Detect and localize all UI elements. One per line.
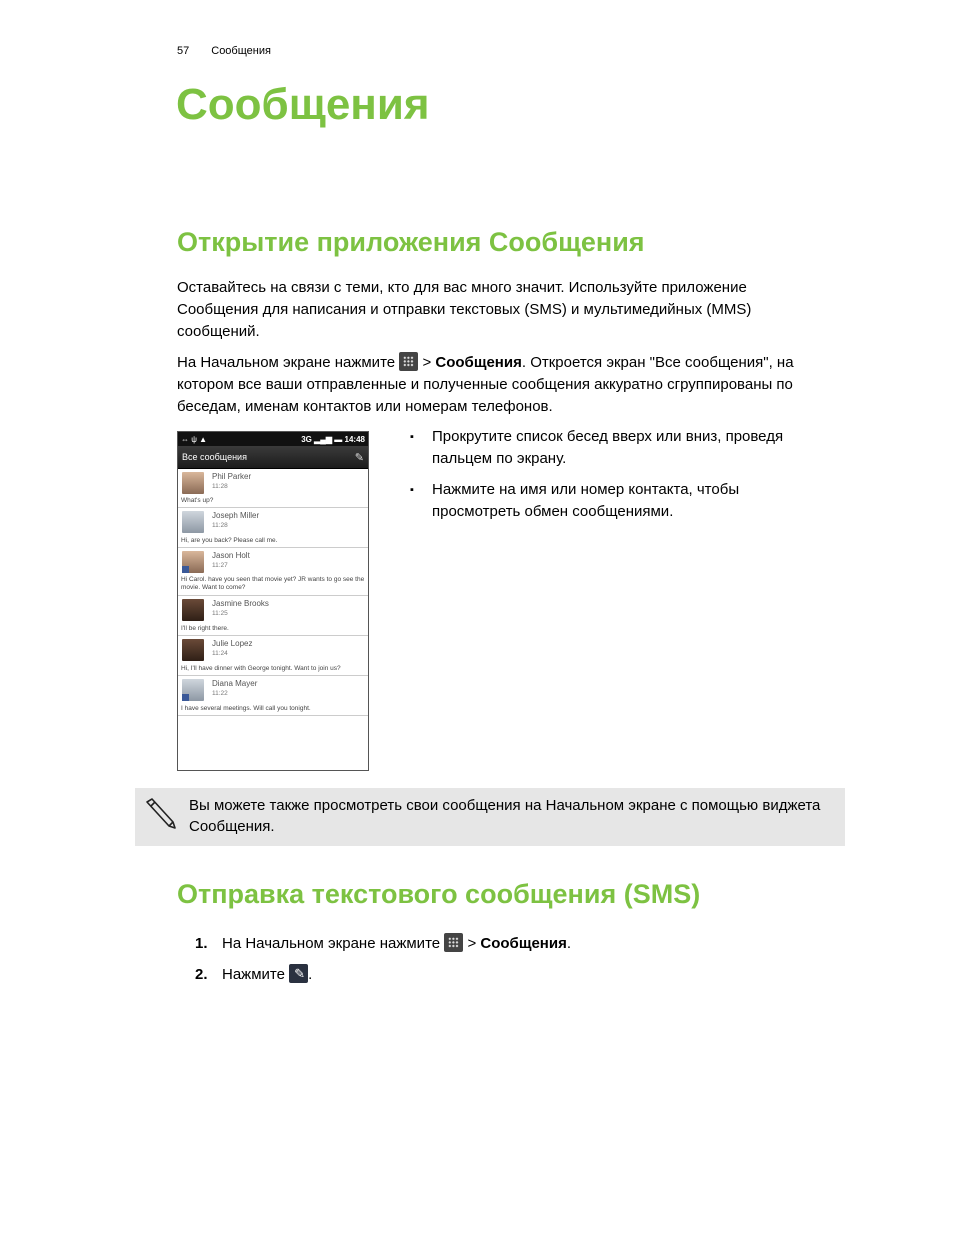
step-text: Нажмите — [222, 966, 290, 983]
p2-arrow: > — [418, 354, 436, 371]
p2-text-after: . Откроется экран "Все сообщения", на котором все ваши отправленные и полученные сообщения аккуратно сгруппированы по беседам, именам контактов или номерам телефонов. — [177, 354, 794, 415]
message-preview: Hi, are you back? Please call me. — [181, 537, 278, 544]
message-time: 11:22 — [212, 690, 228, 697]
contact-name: Phil Parker — [212, 472, 252, 481]
message-preview: I have several meetings. Will call you tonight. — [181, 705, 311, 712]
list-item[interactable] — [178, 508, 368, 548]
avatar — [182, 639, 204, 661]
page-title: Сообщения — [176, 80, 430, 129]
contact-name: Joseph Miller — [212, 511, 260, 520]
contact-name: Julie Lopez — [212, 639, 253, 648]
list-item[interactable] — [178, 548, 368, 596]
message-time: 11:28 — [212, 522, 228, 529]
message-preview: I'll be right there. — [181, 625, 229, 632]
usb-sync-icons: ⇔ ψ ▲ — [181, 434, 208, 444]
step-text: На Начальном экране нажмите — [222, 935, 445, 952]
compose-pencil-icon: ✎ — [289, 964, 308, 983]
facebook-icon — [182, 566, 189, 573]
compose-pencil-icon[interactable]: ✎ — [354, 451, 364, 464]
status-time: 14:48 — [344, 434, 365, 444]
p2-text-before: На Начальном экране нажмите — [177, 354, 400, 371]
step-number: 1. — [195, 935, 208, 952]
step-text-end: . — [566, 935, 572, 952]
steps-list — [195, 933, 571, 995]
contact-name: Jason Holt — [212, 551, 250, 560]
phone-app-bar — [178, 446, 368, 469]
facebook-icon — [182, 694, 189, 701]
message-time: 11:27 — [212, 562, 228, 569]
p2-app-name: Сообщения — [435, 354, 522, 371]
network-label: 3G — [301, 434, 312, 444]
tips-list — [410, 426, 830, 532]
list-item: ▪ Прокрутите список бесед вверх или вниз, проведя пальцем по экрану. — [410, 426, 830, 470]
contact-name: Diana Mayer — [212, 679, 258, 688]
phone-status-bar: ⇔ ψ ▲ 3G ▂▄▆ ▬ 14:48 — [178, 432, 368, 446]
avatar — [182, 679, 204, 701]
apps-grid-icon — [399, 352, 418, 371]
pencil-note-icon — [143, 796, 177, 830]
list-item: ▪ Нажмите на имя или номер контакта, чтобы просмотреть обмен сообщениями. — [410, 479, 830, 523]
phone-screenshot — [177, 431, 369, 771]
open-instructions-paragraph — [177, 352, 837, 418]
step-text-end: . — [308, 966, 313, 983]
list-item[interactable] — [178, 596, 368, 636]
page-header — [177, 45, 271, 57]
step-number: 2. — [195, 966, 208, 983]
message-list — [178, 469, 368, 716]
list-item[interactable] — [178, 469, 368, 508]
message-time: 11:28 — [212, 483, 228, 490]
page-number: 57 — [177, 45, 190, 57]
note-text: Вы можете также просмотреть свои сообщения на Начальном экране с помощью виджета Сообщения. — [189, 797, 821, 835]
message-preview: Hi, I'll have dinner with George tonight. Want to join us? — [181, 665, 341, 672]
avatar — [182, 472, 204, 494]
avatar — [182, 551, 204, 573]
intro-paragraph: Оставайтесь на связи с теми, кто для вас много значит. Используйте приложение Сообщения для написания и отправки текстовых (SMS) и мультимедийных (MMS) сообщений. — [177, 279, 752, 340]
contact-name: Jasmine Brooks — [212, 599, 269, 608]
message-time: 11:25 — [212, 610, 228, 617]
step-2 — [195, 964, 571, 995]
section-heading-open-app: Открытие приложения Сообщения — [177, 227, 645, 257]
phone-header-title: Все сообщения — [182, 452, 247, 462]
header-section-name: Сообщения — [211, 45, 271, 57]
note-box — [135, 788, 845, 846]
message-time: 11:24 — [212, 650, 228, 657]
list-item[interactable] — [178, 676, 368, 716]
avatar — [182, 599, 204, 621]
step-1 — [195, 933, 571, 964]
apps-grid-icon — [444, 933, 463, 952]
step-app-name: Сообщения — [480, 935, 567, 952]
message-preview: What's up? — [181, 497, 214, 504]
message-preview: Hi Carol. have you seen that movie yet? JR wants to go see the movie. Want to come? — [181, 576, 365, 591]
step-arrow: > — [463, 935, 481, 952]
section-heading-send-sms: Отправка текстового сообщения (SMS) — [177, 879, 701, 909]
avatar — [182, 511, 204, 533]
list-item[interactable] — [178, 636, 368, 676]
